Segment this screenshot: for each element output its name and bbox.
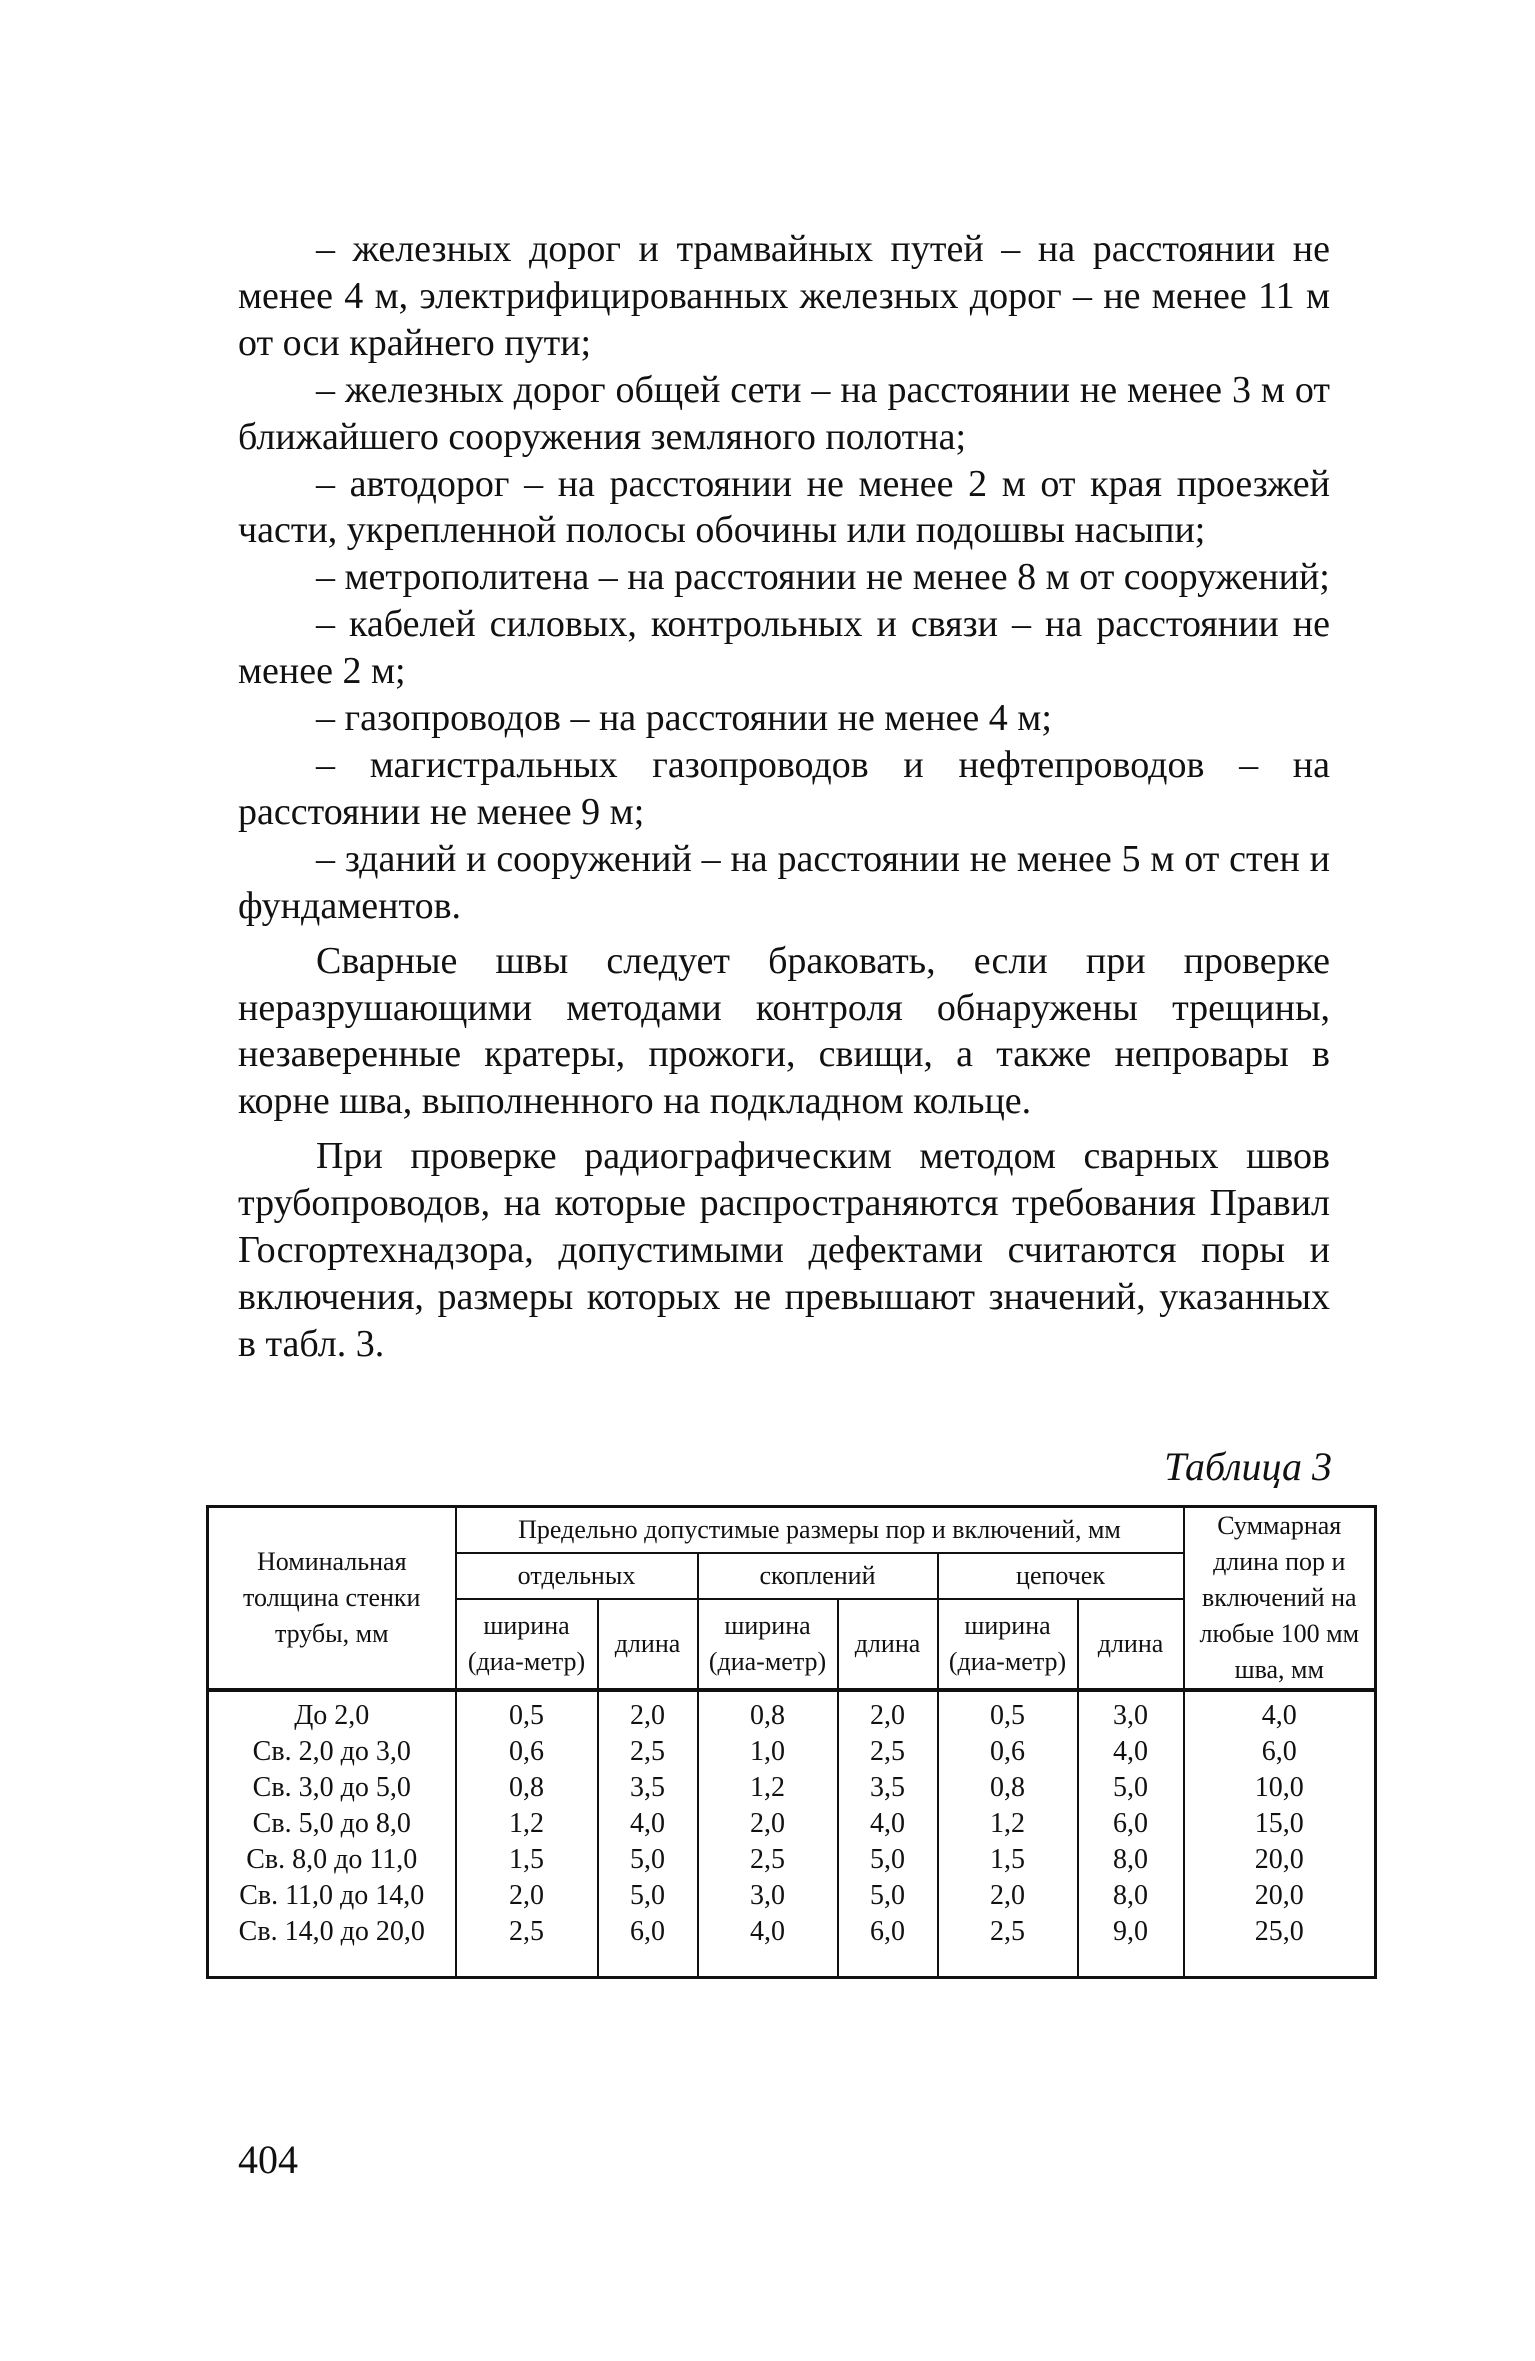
table-row [208,1914,1376,1978]
table-cell: 4,0 [838,1806,938,1842]
table-cell: 20,0 [1184,1842,1376,1878]
table-cell: 5,0 [838,1878,938,1914]
list-item-gas-pipelines: – газопроводов – на расстоянии не менее 4 м; [316,697,1052,740]
list-item-buildings: – зданий и сооружений – на расстоянии не менее 5 м от стен и фундаментов. [238,837,1330,927]
table-cell: 5,0 [838,1842,938,1878]
header-cluster-width: ширина (диа-метр) [698,1599,838,1690]
table-cell: 6,0 [838,1914,938,1978]
table-cell: 8,0 [1078,1842,1184,1878]
header-cluster: скоплений [698,1553,938,1599]
table-row [208,1878,1376,1914]
table-cell: Св. 3,0 до 5,0 [208,1770,456,1806]
table-cell: 2,0 [938,1878,1078,1914]
table-cell: 0,8 [938,1770,1078,1806]
table-row [208,1690,1376,1734]
table-cell: 0,6 [938,1734,1078,1770]
table-cell: 10,0 [1184,1770,1376,1806]
table-cell: 25,0 [1184,1914,1376,1978]
table-cell: 0,5 [456,1690,598,1734]
header-chain-width: ширина (диа-метр) [938,1599,1078,1690]
header-single-length: длина [598,1599,698,1690]
table-cell: 4,0 [598,1806,698,1842]
table-cell: 3,5 [838,1770,938,1806]
table-cell: 4,0 [1184,1690,1376,1734]
table-row [208,1842,1376,1878]
table-cell: 2,0 [456,1878,598,1914]
list-item-general-railways: – железных дорог общей сети – на расстоянии не менее 3 м от ближайшего сооружения земляного полотна; [238,368,1330,458]
table-cell: 6,0 [1078,1806,1184,1842]
list-item-metro: – метрополитена – на расстоянии не менее 8 м от сооружений; [316,556,1330,599]
table-cell: До 2,0 [208,1690,456,1734]
table-cell: 5,0 [1078,1770,1184,1806]
table-cell: 0,8 [456,1770,598,1806]
table-cell: 2,5 [838,1734,938,1770]
paragraph-radiographic-check: При проверке радиографическим методом сварных швов трубопроводов, на которые распространяются требования Правил Госгортехнадзора, допустимыми дефектами считаются поры и включения, размеры которых не превышают значений, указанных в табл. 3. [238,1135,1330,1365]
table-cell: 6,0 [598,1914,698,1978]
header-limits: Предельно допустимые размеры пор и включений, мм [456,1507,1184,1554]
table-cell: 1,2 [938,1806,1078,1842]
table-cell: 5,0 [598,1878,698,1914]
table-cell: 1,0 [698,1734,838,1770]
table-cell: 1,5 [456,1842,598,1878]
header-thickness: Номинальная толщина стенки трубы, мм [208,1507,456,1691]
paragraph-weld-rejection: Сварные швы следует браковать, если при проверке неразрушающими методами контроля обнаружены трещины, незаверенные кратеры, прожоги, свищи, а также непровары в корне шва, выполненного на подкладном кольце. [238,939,1330,1123]
table-cell: Св. 14,0 до 20,0 [208,1914,456,1978]
table-cell: 0,6 [456,1734,598,1770]
table-cell: 3,5 [598,1770,698,1806]
table-cell: Св. 2,0 до 3,0 [208,1734,456,1770]
table-cell: 2,5 [456,1914,598,1978]
body-text [238,226,1330,1368]
table-cell: 1,2 [698,1770,838,1806]
table-cell: Св. 11,0 до 14,0 [208,1878,456,1914]
table-cell: 5,0 [598,1842,698,1878]
list-item-roads: – автодорог – на расстоянии не менее 2 м от края проезжей части, укрепленной полосы обочины или подошвы насыпи; [238,462,1330,552]
header-cluster-length: длина [838,1599,938,1690]
table-cell: 8,0 [1078,1878,1184,1914]
defects-table [206,1505,1377,1979]
header-single: отдельных [456,1553,698,1599]
table-cell: 9,0 [1078,1914,1184,1978]
table-cell: 3,0 [698,1878,838,1914]
table-cell: 6,0 [1184,1734,1376,1770]
table-cell: 0,8 [698,1690,838,1734]
header-chain-length: длина [1078,1599,1184,1690]
table-cell: 4,0 [698,1914,838,1978]
table-cell: Св. 5,0 до 8,0 [208,1806,456,1842]
table-cell: 15,0 [1184,1806,1376,1842]
table-cell: Св. 8,0 до 11,0 [208,1842,456,1878]
table-row [208,1734,1376,1770]
list-item-main-pipelines: – магистральных газопроводов и нефтепроводов – на расстоянии не менее 9 м; [238,743,1330,833]
table-row [208,1806,1376,1842]
table-cell: 2,5 [938,1914,1078,1978]
table-body [208,1690,1376,1978]
header-single-width: ширина (диа-метр) [456,1599,598,1690]
table-cell: 1,2 [456,1806,598,1842]
table-cell: 4,0 [1078,1734,1184,1770]
header-chain: цепочек [938,1553,1184,1599]
table-cell: 2,5 [698,1842,838,1878]
table-cell: 20,0 [1184,1878,1376,1914]
table-header [208,1507,1376,1691]
table-cell: 2,0 [838,1690,938,1734]
page-number: 404 [238,2137,298,2182]
table-cell: 2,5 [598,1734,698,1770]
table-cell: 0,5 [938,1690,1078,1734]
table-cell: 2,0 [698,1806,838,1842]
header-total-length: Суммарная длина пор и включений на любые 100 мм шва, мм [1184,1507,1376,1691]
list-item-cables: – кабелей силовых, контрольных и связи – на расстоянии не менее 2 м; [238,603,1330,693]
table-container [206,1505,1374,1979]
list-item-railways: – железных дорог и трамвайных путей – на расстоянии не менее 4 м, электрифицированных железных дорог – не менее 11 м от оси крайнего пути; [238,228,1330,364]
table-cell: 2,0 [598,1690,698,1734]
table-cell: 1,5 [938,1842,1078,1878]
table-row [208,1770,1376,1806]
table-cell: 3,0 [1078,1690,1184,1734]
table-caption: Таблица 3 [1164,1444,1332,1489]
